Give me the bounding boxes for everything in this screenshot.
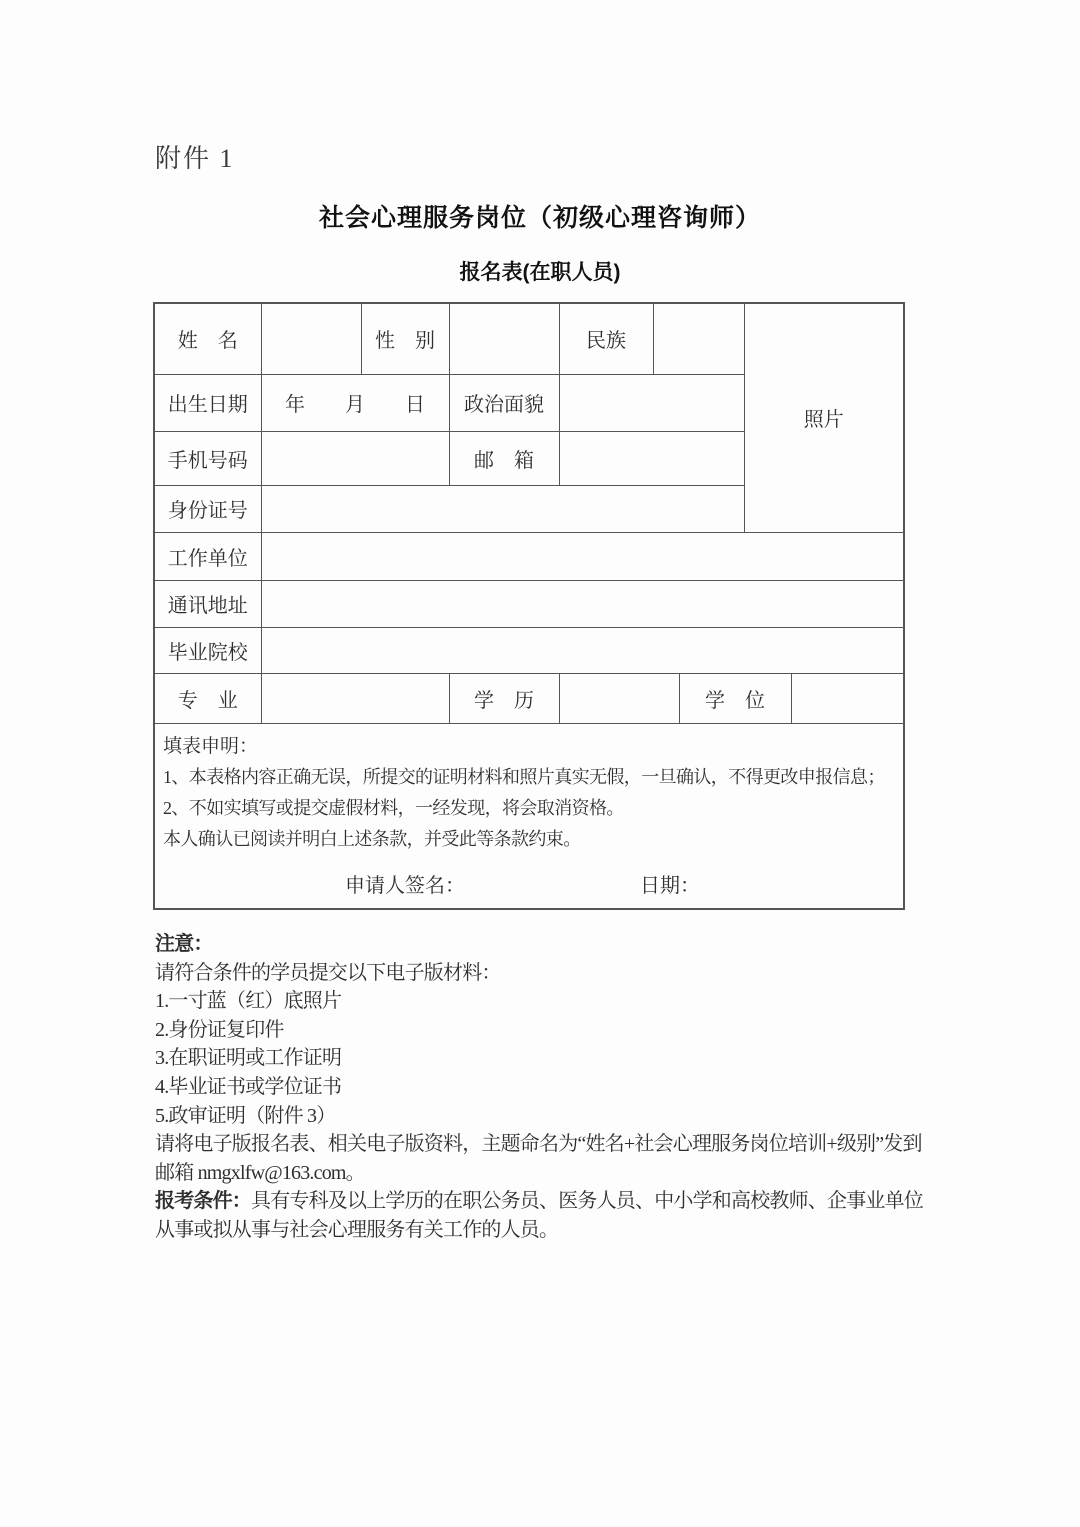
declaration-cell — [154, 723, 904, 909]
field-label-degree: 学 位 — [679, 673, 791, 723]
field-value-political-status — [559, 374, 744, 431]
field-value-employer — [261, 532, 904, 580]
table-row — [154, 532, 904, 580]
field-value-mailing-address — [261, 580, 904, 627]
application-requirements — [155, 1187, 933, 1244]
field-label-employer: 工作单位 — [154, 532, 261, 580]
notes-heading: 注意： — [155, 933, 213, 955]
field-label-graduated-school: 毕业院校 — [154, 627, 261, 673]
field-value-graduated-school — [261, 627, 904, 673]
field-label-gender: 性 别 — [361, 303, 449, 374]
field-label-mailing-address: 通讯地址 — [154, 580, 261, 627]
table-row — [154, 580, 904, 627]
requirements-text: 具有专科及以上学历的在职公务员、医务人员、中小学和高校教师、企事业单位从事或拟从事与社会心理服务有关工作的人员。 — [155, 1190, 923, 1241]
notes-item: 3.在职证明或工作证明 — [155, 1047, 342, 1070]
field-label-education: 学 历 — [449, 673, 559, 723]
field-value-email — [559, 431, 744, 485]
applicant-signature-label: 申请人签名： — [345, 874, 465, 897]
field-label-major: 专 业 — [154, 673, 261, 723]
requirements-label: 报考条件： — [155, 1190, 251, 1213]
birth-date-format: 年 月 日 — [261, 374, 449, 431]
field-value-id-number — [261, 485, 744, 532]
photo-cell: 照片 — [744, 303, 904, 532]
table-row — [154, 723, 904, 909]
field-label-ethnicity: 民族 — [559, 303, 653, 374]
field-value-education — [559, 673, 679, 723]
field-label-political-status: 政治面貌 — [449, 374, 559, 431]
table-row — [154, 627, 904, 673]
notes-item: 5.政审证明（附件 3） — [155, 1104, 336, 1127]
declaration-line: 2、不如实填写或提交虚假材料，一经发现，将会取消资格。 — [163, 797, 624, 818]
field-value-major — [261, 673, 449, 723]
notes-item: 1.一寸蓝（红）底照片 — [155, 990, 342, 1013]
field-value-gender — [449, 303, 559, 374]
declaration-heading: 填表申明： — [163, 735, 259, 757]
signature-row — [163, 869, 895, 898]
page-subtitle: 报名表(在职人员) — [459, 261, 621, 284]
date-label: 日期： — [640, 874, 700, 897]
page-title: 社会心理服务岗位（初级心理咨询师） — [318, 204, 761, 232]
field-label-name: 姓 名 — [154, 303, 261, 374]
notes-item: 4.毕业证书或学位证书 — [155, 1075, 342, 1098]
notes-item: 2.身份证复印件 — [155, 1018, 284, 1041]
submit-instruction: 请将电子版报名表、相关电子版资料，主题命名为“姓名+社会心理服务岗位培训+级别”发到邮箱 nmgxlfw@163.com。 — [155, 1133, 922, 1184]
field-label-email: 邮 箱 — [449, 431, 559, 485]
application-form-table — [153, 302, 905, 910]
declaration-line: 本人确认已阅读并明白上述条款，并受此等条款约束。 — [163, 828, 581, 849]
field-value-ethnicity — [653, 303, 744, 374]
notes-section — [155, 930, 933, 1245]
field-value-mobile — [261, 431, 449, 485]
field-value-name — [261, 303, 361, 374]
field-label-mobile: 手机号码 — [154, 431, 261, 485]
field-value-degree — [791, 673, 904, 723]
declaration-line: 1、本表格内容正确无误，所提交的证明材料和照片真实无假，一旦确认，不得更改申报信息； — [163, 766, 885, 787]
notes-intro: 请符合条件的学员提交以下电子版材料： — [155, 961, 501, 984]
field-label-id-number: 身份证号 — [154, 485, 261, 532]
table-row — [154, 303, 904, 374]
table-row — [154, 673, 904, 723]
field-label-birth-date: 出生日期 — [154, 374, 261, 431]
attachment-label: 附件 1 — [155, 144, 235, 173]
